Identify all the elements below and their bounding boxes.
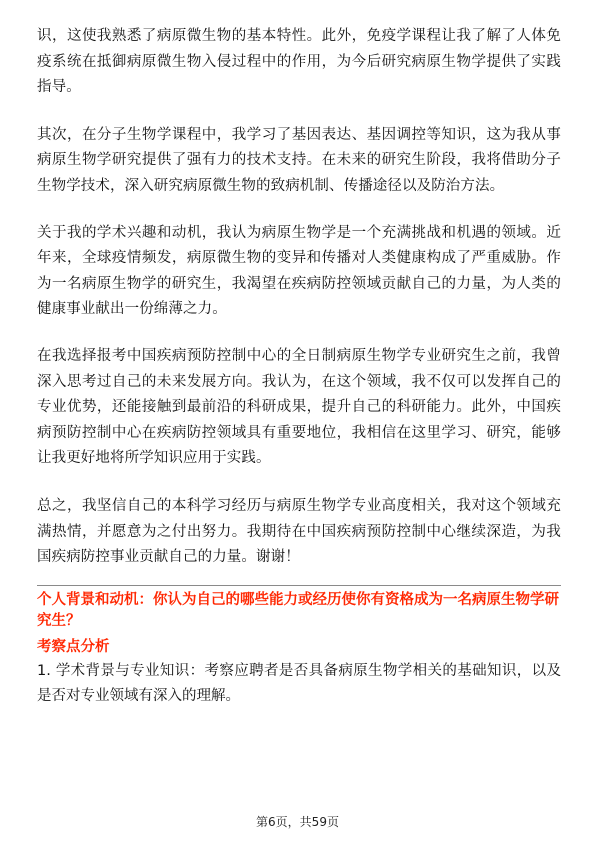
paragraph: 在我选择报考中国疾病预防控制中心的全日制病原生物学专业研究生之前，我曾深入思考过自己的未来发展方向。我认为，在这个领域，我不仅可以发挥自己的专业优势，还能接触到最前沿的科研成果，提升自己的科研能力。此外，中国疾病预防控制中心在疾病防控领域具有重要地位，我相信在这里学习、研究，能够让我更好地将所学知识应用于实践。 (37, 347, 561, 467)
paragraph: 识，这使我熟悉了病原微生物的基本特性。此外，免疫学课程让我了解了人体免疫系统在抵御病原微生物入侵过程中的作用，为今后研究病原生物学提供了实践指导。 (37, 28, 561, 96)
section-divider (37, 585, 561, 586)
page-content (37, 24, 561, 710)
paragraph: 关于我的学术兴趣和动机，我认为病原生物学是一个充满挑战和机遇的领域。近年来，全球疫情频发，病原微生物的变异和传播对人类健康构成了严重威胁。作为一名病原生物学的研究生，我渴望在疾病防控领域贡献自己的力量，为人类的健康事业献出一份绵薄之力。 (37, 224, 561, 318)
paragraph: 总之，我坚信自己的本科学习经历与病原生物学专业高度相关，我对这个领域充满热情，并愿意为之付出努力。我期待在中国疾病预防控制中心继续深造，为我国疾病防控事业贡献自己的力量。谢谢！ (37, 497, 561, 566)
analysis-heading: 考察点分析 (37, 638, 110, 655)
analysis-point: 1. 学术背景与专业知识：考察应聘者是否具备病原生物学相关的基础知识，以及是否对专业领域有深入的理解。 (37, 662, 561, 705)
paragraph: 其次，在分子生物学课程中，我学习了基因表达、基因调控等知识，这为我从事病原生物学研究提供了强有力的技术支持。在未来的研究生阶段，我将借助分子生物学技术，深入研究病原微生物的致病机制、传播途径以及防治方法。 (37, 126, 561, 194)
page-number: 第6页，共59页 (256, 815, 339, 829)
question-heading: 个人背景和动机：你认为自己的哪些能力或经历使你有资格成为一名病原生物学研究生？ (37, 591, 559, 629)
